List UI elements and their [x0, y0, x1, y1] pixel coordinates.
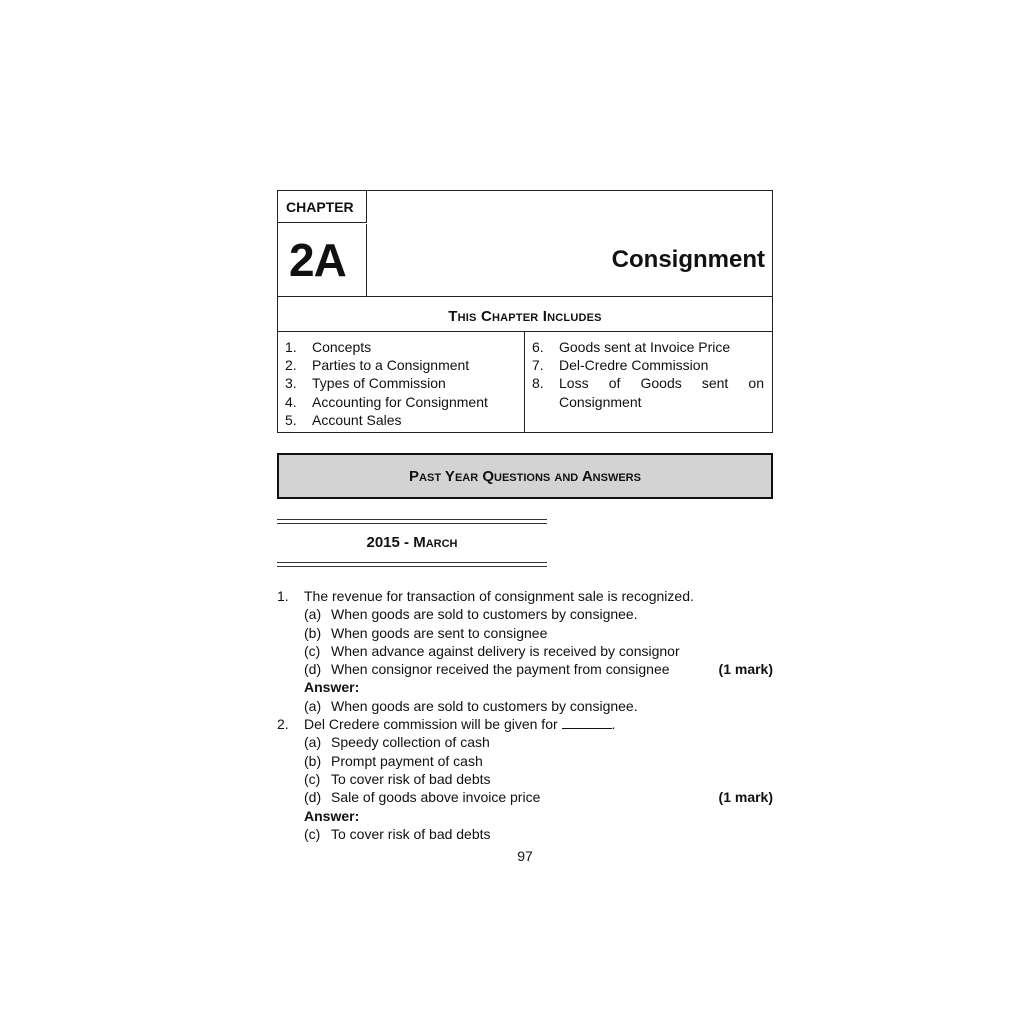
includes-item-number: 5. — [285, 411, 297, 428]
option-label: (a) — [304, 734, 322, 751]
question-option — [277, 660, 773, 678]
option-text: When goods are sold to customers by consignee. — [331, 606, 638, 623]
questions-list — [277, 587, 773, 843]
question-option — [277, 605, 773, 623]
option-text: When consignor received the payment from consignee — [331, 661, 670, 678]
includes-item-text: Goods sent at Invoice Price — [559, 339, 731, 355]
question — [277, 715, 773, 733]
option-label: (c) — [304, 642, 321, 659]
question-option — [277, 642, 773, 660]
option-label: (a) — [304, 606, 322, 623]
answer-option-label: (a) — [304, 697, 322, 714]
option-text: When goods are sent to consignee — [331, 624, 548, 641]
includes-item-text: Loss of Goods sent on — [559, 375, 764, 392]
includes-item-number: 2. — [285, 357, 297, 374]
includes-right-column — [525, 332, 772, 432]
document-page — [277, 190, 773, 864]
question-text: Del Credere commission will be given for — [304, 716, 558, 733]
year-section-heading — [277, 519, 547, 567]
question-option — [277, 770, 773, 788]
includes-item-text: Types of Commission — [312, 375, 446, 392]
chapter-number: 2A — [278, 224, 367, 296]
option-text: Prompt payment of cash — [331, 752, 483, 769]
answer-label: Answer: — [304, 807, 360, 824]
includes-item-number: 6. — [532, 339, 544, 355]
chapter-title: Consignment — [611, 246, 765, 273]
includes-item — [525, 374, 772, 410]
includes-item-text-continued: Consignment — [559, 393, 642, 410]
includes-left-column — [278, 332, 525, 432]
includes-item-text: Account Sales — [312, 411, 402, 428]
option-label: (b) — [304, 752, 322, 769]
answer-text: To cover risk of bad debts — [331, 825, 491, 842]
option-label: (b) — [304, 624, 322, 641]
chapter-header — [277, 190, 773, 297]
question-option — [277, 788, 773, 806]
question-option — [277, 733, 773, 751]
includes-item-number: 8. — [532, 375, 544, 392]
marks-label: (1 mark) — [718, 661, 773, 678]
includes-item-number: 1. — [285, 339, 297, 355]
option-text: To cover risk of bad debts — [331, 770, 491, 787]
answer — [277, 825, 773, 843]
chapter-label: CHAPTER — [278, 191, 367, 223]
includes-item — [278, 393, 524, 411]
includes-item — [278, 338, 524, 356]
includes-item-text: Del-Credre Commission — [559, 357, 709, 374]
includes-item-text: Accounting for Consignment — [312, 393, 488, 410]
option-text: Sale of goods above invoice price — [331, 789, 541, 806]
includes-item-number: 7. — [532, 357, 544, 374]
answer-text: When goods are sold to customers by consignee. — [331, 697, 638, 714]
question-option — [277, 624, 773, 642]
includes-item — [525, 356, 772, 374]
answer-label: Answer: — [304, 679, 360, 696]
answer-option-label: (c) — [304, 825, 321, 842]
page-number: 97 — [517, 848, 533, 864]
option-label: (c) — [304, 770, 321, 787]
option-label: (d) — [304, 661, 322, 678]
includes-item-number: 3. — [285, 375, 297, 392]
includes-item-text: Concepts — [312, 339, 372, 355]
question — [277, 587, 773, 605]
question-text-end: . — [611, 716, 616, 733]
answer — [277, 697, 773, 715]
question-number: 1. — [277, 588, 289, 604]
option-label: (d) — [304, 789, 322, 806]
bottom-rule — [277, 562, 547, 567]
year-heading: 2015 - March — [366, 534, 458, 551]
marks-label: (1 mark) — [718, 789, 773, 806]
includes-item — [525, 338, 772, 356]
includes-heading: This Chapter Includes — [278, 297, 772, 332]
past-year-banner: Past Year Questions and Answers — [277, 453, 773, 499]
includes-item — [278, 411, 524, 429]
option-text: When advance against delivery is received by consignor — [331, 642, 680, 659]
question-text: The revenue for transaction of consignment sale is recognized. — [304, 588, 694, 604]
includes-item-text: Parties to a Consignment — [312, 357, 470, 374]
question-option — [277, 752, 773, 770]
question-number: 2. — [277, 716, 289, 733]
includes-item-number: 4. — [285, 393, 297, 410]
includes-item — [278, 374, 524, 392]
chapter-includes-table — [277, 297, 773, 433]
option-text: Speedy collection of cash — [331, 734, 490, 751]
fill-in-blank — [562, 716, 612, 729]
includes-item — [278, 356, 524, 374]
